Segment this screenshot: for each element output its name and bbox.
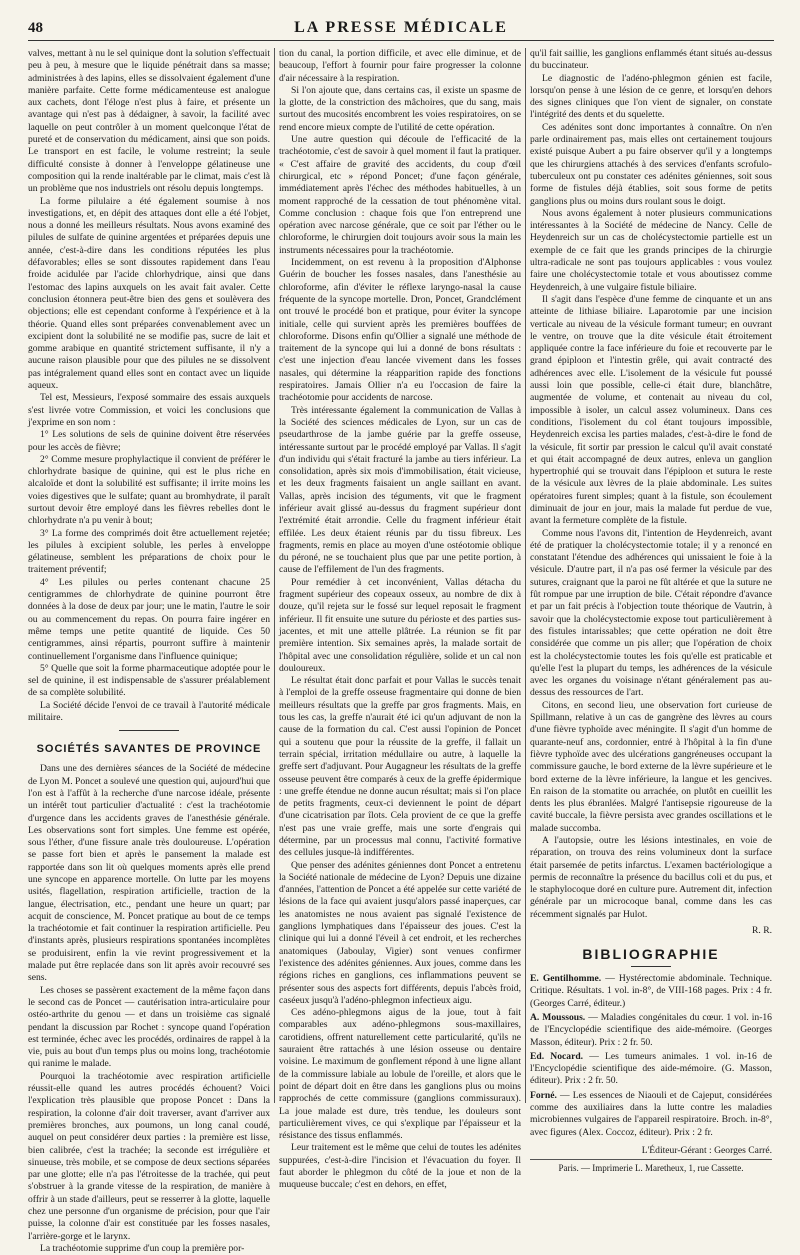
- paragraph: La forme pilulaire a été également soumise à nos investigations, et, en dépit des attaques dont elle a été l'objet, nous a donné les meilleurs résultats. Nous avons examiné des pilules de sulfate de quinine argentées et préparées depuis une année, c'est-à-dire dans les conditions réputées les plus défavorables; elles se sont dissoutes rapidement dans l'eau froide acidulée par l'acide chlorhydrique, ainsi que dans l'estomac des lapins auxquels on les avait fait avaler. Cette conclusion étonnera peut-être bien des gens et soulèvera des objections; elle est cependant conforme à l'expérience et à la théorie. Quand elles sont préparées convenablement avec un excipient dont la solubilité ne se modifie pas, sucre de lait et gomme arabique en quantité strictement suffisante, il n'y a aucune raison plausible pour que des pilules ne se dissolvent pas intégralement quand elles sont en contact avec un liquide aqueux.: [28, 195, 270, 392]
- paragraph: 2° Comme mesure prophylactique il convient de préférer le chlorhydrate basique de quinine, qui est le plus riche en alcaloïde et dont la solubilité est suffisante; il irrite moins les voies digestives que le sulfate; quant au bromhydrate, il paraît surtout devoir être employé dans les fièvres rebelles dont le chlorhydrate n'a pu venir à bout;: [28, 453, 270, 527]
- bibliography-author: Forné.: [530, 1089, 557, 1101]
- paragraph: Il s'agit dans l'espèce d'une femme de cinquante et un ans atteinte de lithiase biliaire. Laparotomie par une incision verticale au niveau de la vésicule formant tumeur; en ouvrant le ventre, on trouve que la dite vésicule était étroitement appliquée contre la face inférieure du foie et recouverte par le grand épiploon et l'intestin grêle, qui avait contracté des adhérences avec elle. L'isolement de la vésicule fut poussé aussi loin que possible, celle-ci était dure, blanchâtre, augmentée de volume, et contenait au niveau du col, impossible à isoler, un calcul assez volumineux. Dans ces conditions, l'isolement du col étant toujours impossible, Heydenreich excisa les parties malades, c'est-à-dire le fond de la vésicule, fit sortir par pression le calcul qu'il avait constaté et qui était accompagné de deux autres, enleva un ganglion hypertrophié qui se trouvait dans l'épiploon et sutura le reste de la vésicule aux lèvres de la plaie abdominale. Les suites opératoires furent simples; quant à la fistule, son écoulement diminuait de jour en jour, mais la malade fut perdue de vue, avant la fermeture complète de la fistule.: [530, 293, 772, 527]
- bibliography-author: A. Moussous.: [530, 1011, 586, 1023]
- divider: [631, 966, 671, 967]
- paragraph: Comme nous l'avons dit, l'intention de Heydenreich, avant été de pratiquer la cholécystectomie totale; il y a renoncé en constatant l'étendue des adhérences qui unissaient le foie à la vésicule. D'autre part, il n'a pas osé fermer la vésicule par des sutures, craignant que la paroi ne fût altérée et que la suture ne fût rompue par une irruption de bile. C'était répondre d'avance et par un fait précis à l'objection toute théorique de Vautrin, à savoir que la cholécystectomie expose tout particulièrement à des fistules intarissables; que cette opération ne doit être considérée que comme un pis aller; que l'opération de choix est la cholécystectomie toutes les fois qu'elle est praticable et qu'elle l'est la plupart du temps, les adhérences de la vésicule avec les organes du voisinage n'étant généralement pas au-dessus des ressources de l'art.: [530, 527, 772, 699]
- signature: R. R.: [752, 925, 772, 937]
- paragraph: Que penser des adénites géniennes dont Poncet a entretenu la Société nationale de médecine de Lyon? Depuis une dizaine d'années, l'attention de Poncet a été appelée sur cette variété de lésions de la face qui avaient jusqu'alors passé inaperçues, car les anatomistes ne nous avaient pas signalé l'existence de ganglions lymphatiques dans l'épaisseur des joues. C'est la clinique qui lui a donné l'éveil à cet endroit, et les recherches anatomiques (Jaboulay, Vigier) sont venues confirmer l'existence des adénites géniennes. Aux joues, comme dans les régions riches en ganglions, ces inflammations peuvent se présenter sous des aspects fort différents, depuis l'abcès froid, caséeux jusqu'à l'adéno-phlegmon infectieux aigu.: [279, 859, 521, 1006]
- paragraph: Incidemment, on est revenu à la proposition d'Alphonse Guérin de boucher les fosses nasales, dans l'anesthésie au chloroforme, afin d'éviter le réflexe laryngo-nasal la cause fréquente de la syncope mortelle. Dron, Poncet, Grandclément ont trouvé le procédé bon et pratique, pour éviter la syncope initiale, celle qui survient après les premières bouffées de chloroforme. Disons enfin qu'Ollier a signalé une méthode de traitement de la syncope qui lui a donné de bons résultats : c'est une injection d'eau lancée vivement dans les fosses nasales, qui détermine la réapparition rapide des fonctions respiratoires. Jamais Ollier n'a eu l'occasion de faire la trachéotomie pour accidents de narcose.: [279, 257, 521, 404]
- paragraph: Pour remédier à cet inconvénient, Vallas détacha du fragment supérieur des copeaux osseux, au nombre de dix à douze, qu'il rejeta sur le fossé sur lequel reposait le fragment inférieur. Il fit ensuite une suture du périoste et des parties sus-jacentes, et mit une attelle plâtrée. La réunion se fit par première intention. Six semaines après, la malade sortait de l'hôpital avec une consolidation régulière, solide et un cal non douloureux.: [279, 576, 521, 674]
- paragraph: qu'il fait saillie, les ganglions enflammés étant situés au-dessus du buccinateur.: [530, 48, 772, 72]
- paragraph: Ces adéno-phlegmons aigus de la joue, tout à fait comparables aux adéno-phlegmons sous-maxillaires, carotidiens, offrent naturellement cette particularité, qu'ils ne sauraient être rattachés à une lésion osseuse ou dentaire voisine. Le maximum de gonflement répond à une ligne allant de la commissure labiale au lobule de l'oreille, et alors que le point de départ doit en être dans les ganglions plus ou moins rapprochés de cette commissure (ganglions commissuraux). La joue malade est dure, très tendue, les douleurs sont particulièrement vives, ce qui s'explique par l'épaisseur et la résistance des tissus enflammés.: [279, 1007, 521, 1142]
- paragraph: Tel est, Messieurs, l'exposé sommaire des essais auxquels s'est livrée votre Commission, et voici les conclusions que j'exprime en son nom :: [28, 392, 270, 428]
- bibliography-entry: [530, 1090, 772, 1139]
- publisher-line: L'Éditeur-Gérant : Georges Carré.: [641, 1144, 772, 1156]
- paragraph: tion du canal, la portion difficile, et avec elle diminue, et de beaucoup, l'effort à fournir pour faire progresser la colonne d'air nécessaire à la respiration.: [279, 48, 521, 84]
- column-rule: [525, 48, 526, 1103]
- paragraph: Les choses se passèrent exactement de la même façon dans le second cas de Poncet — cautérisation intra-articulaire pour ostéo-arthrite du genou — et dans un troisième cas signalé pendant la discussion par Rochet : syncope quand l'opération est terminée, échec avec les procédés, ordinaires de rappel à la vie, puis au bout d'un temps plus ou moins long, trachéotomie qui ranime le malade.: [28, 984, 270, 1070]
- column-1: [28, 48, 270, 1254]
- paragraph: La trachéotomie supprime d'un coup la première por-: [40, 1242, 245, 1254]
- paragraph: 3° La forme des comprimés doit être actuellement rejetée; les pilules à excipient soluble, les perles à enveloppe gélatineuse, semblent les préparations de choix pour le traitement préventif;: [28, 527, 270, 576]
- paragraph: Ces adénites sont donc importantes à connaître. On n'en parle ordinairement pas, mais elles ont certainement toujours existé puisque Aubert a pu faire observer qu'il y a longtemps que les chirurgiens attachés à des services d'enfants scrofulo-tuberculeux ont pu constater ces adénites géniennes, soit sous forme de fistules déjà établies, soit sous forme de petits ganglions plus ou moins durs roulant sous le doigt.: [530, 121, 772, 207]
- paragraph: Une autre question qui découle de l'efficacité de la trachéotomie, c'est de savoir à quel moment il faut la pratiquer. « C'est affaire de gravité des accidents, du coup d'œil chirurgical, etc » répond Poncet; d'une façon générale, immédiatement après l'échec des méthodes habituelles, à un moment rapproché de la cessation de tout phénomène vital. Comme conclusion : chaque fois que l'on entreprend une opération avec narcose générale, que ce soit par l'éther ou le chloroforme, le chirurgien doit toujours avoir sous la main les instruments nécessaires pour la trachéotomie.: [279, 134, 521, 256]
- journal-title: LA PRESSE MÉDICALE: [294, 19, 508, 36]
- columns: [28, 48, 774, 1254]
- paragraph: Pourquoi la trachéotomie avec respiration artificielle réussit-elle quand les autres procédés échouent? Voici l'explication très plausible que propose Poncet : Dans la respiration, la colonne d'air doit traverser, avant d'arriver aux premières bronches, aux poumons, un long canal coudé, auquel on peut considérer deux parties : la première est lisse, bien calibrée, c'est la trachée; la seconde est irrégulière et sinueuse, très mobile, et se compose de deux sections séparées par une glotte; elle n'a pas l'étroitesse de la trachée, qui peut s'obstruer à la grande vitesse de la respiration, de manière à offrir à un stade d'ailleurs, peut se resserrer à la glotte, laquelle chez une personne d'un organisme de précision, pour que l'air puisse, la colonne d'air est constituée par les fosses nasales, l'arrière-gorge et le larynx.: [28, 1070, 270, 1242]
- page-number: 48: [28, 20, 43, 36]
- column-rule: [274, 48, 275, 1103]
- bibliography-list: [530, 973, 772, 1139]
- bibliography-entry: [530, 1051, 772, 1088]
- page-header: [28, 18, 774, 41]
- bibliography-author: Ed. Nocard.: [530, 1050, 584, 1062]
- paragraph: Si l'on ajoute que, dans certains cas, il existe un spasme de la glotte, de la constriction des mâchoires, que du sang, mais surtout des mucosités encombrent les voies respiratoires, on se rend encore mieux compte de l'utilité de cette opération.: [279, 84, 521, 133]
- paragraph: 1° Les solutions de sels de quinine doivent être réservées pour les accès de fièvre;: [28, 429, 270, 453]
- paragraph: 4° Les pilules ou perles contenant chacune 25 centigrammes de chlorhydrate de quinine pourront être données à la dose de deux par jour; une le matin, l'autre le soir ou au commencement du repas. On pourra faire ingérer en même temps une petite quantité de liquide. Ces 50 centigrammes, ainsi répartis, pourront suffire à maintenir continuellement l'organisme dans l'influence quinique;: [28, 576, 270, 662]
- paragraph: Dans une des dernières séances de la Société de médecine de Lyon M. Poncet a soulevé une question qui, aujourd'hui que l'on est à l'affût à la recherche d'une narcose idéale, présente un intérêt tout particulier d'actualité : c'est la trachéotomie d'urgence dans les accidents graves de l'anesthésie générale. Les observations sont fort simples. Une femme est opérée, sous l'éther, d'une fissure anale très douloureuse. L'opération se passe fort bien et après le pansement la malade est rapportée dans son lit où quelques moments après elle prend une syncope en apparence mortelle. On lutte par les moyens usités, flagellation, respiration artificielle, traction de la langue, électrisation, etc., pendant une heure un quart; par acquit de conscience, M. Poncet pratique au bout de ce temps la trachéotomie et fait continuer la respiration artificielle. Peu d'instants après, plusieurs respirations spontanées incomplètes se produisirent, enfin la vie revint progressivement et la malade put être replacée dans son lit après avoir recouvré ses sens.: [28, 763, 270, 984]
- paragraph: Très intéressante également la communication de Vallas à la Société des sciences médicales de Lyon, sur un cas de pseudarthrose de la jambe guérie par la greffe osseuse, intéressante surtout par le procédé employé par Vallas. Il s'agit d'un individu qui s'était fracturé la jambe au tiers inférieur. La consolidation, après six mois d'immobilisation, était vicieuse, et les deux fragments faisaient un angle saillant en avant. Vallas, après incision des téguments, vit que le fragment inférieur avait glissé au-dessus du fragment supérieur dont l'extrémité était arrondie. Celle du fragment inférieur était effilée. Les deux étaient réunis par du tissu fibreux. Les fragments, remis en place au moyen d'une ostéotomie oblique du péroné, ne se touchaient plus que par une petite portion, à cause de l'effilement de l'un des fragments.: [279, 404, 521, 576]
- bibliography-entry: [530, 973, 772, 1010]
- paragraph: 5° Quelle que soit la forme pharmaceutique adoptée pour le sel de quinine, il est indispensable de s'assurer préalablement de sa complète solubilité.: [28, 662, 270, 699]
- printer-line: Paris. — Imprimerie L. Maretheux, 1, rue Cassette.: [530, 1159, 772, 1173]
- bibliography-author: E. Gentilhomme.: [530, 973, 602, 985]
- bibliography-text: — Maladies congénitales du cœur. 1 vol. in-16 de l'Encyclopédie scientifique des aide-mémoire. (Georges Masson, éditeur). Prix : 2 fr. 50.: [530, 1011, 772, 1048]
- section-title: SOCIÉTÉS SAVANTES DE PROVINCE: [36, 743, 262, 756]
- paragraph: valves, mettant à nu le sel quinique dont la solution s'effectuait peu à peu, à mesure que le liquide pénétrait dans sa masse; administrées à des lapins, elles se dissolvaient également d'une manière parfaite. Cette forme médicamenteuse est analogue aux cachets, dont l'éloge n'est plus à faire, et présente un avantage qui n'est pas à dédaigner, à savoir, la facilité avec laquelle on peut contrôler à un moment quelconque l'état de pureté et de conservation du médicament, ainsi que son poids. Le transport en est facile, le volume restreint; la seule difficulté consiste à donner à l'enveloppe gélatineuse une composition qui la rende inaltérable par le climat, mais c'est là un problème que nos industriels ont résolu depuis longtemps.: [28, 48, 270, 195]
- bibliography-entry: [530, 1012, 772, 1049]
- paragraph: Le diagnostic de l'adéno-phlegmon génien est facile, lorsqu'on pense à une lésion de ce genre, et lorsqu'en dehors des signes cliniques que l'on vient de signaler, on constate l'intégrité des dents et du squelette.: [530, 72, 772, 121]
- bibliography-title: BIBLIOGRAPHIE: [582, 946, 720, 963]
- paragraph: A l'autopsie, outre les lésions intestinales, en voie de réparation, on trouva des reins volumineux dont la surface était parsemée de petits infarctus. L'examen bactériologique a permis de reconnaître la présence du bacillus coli et du pus, et le staphylocoque doré en culture pure. Autrement dit, infection générale par un microcoque banal, comme dans les cas récemment signalés par Hulot.: [530, 835, 772, 920]
- column-3: [530, 48, 772, 1173]
- paragraph: Nous avons également à noter plusieurs communications intéressantes à la Société de médecine de Nancy. Celle de Heydenreich sur un cas de cholécystectomie partielle est un exemple de ce fait que les grands principes de la chirurgie ultra-radicale ne sont pas toujours applicables : vous voulez faire une cholécystectomie totale et vous aboutissez comme Heydenreich, à une vulgaire fistule biliaire.: [530, 207, 772, 293]
- paragraph: Leur traitement est le même que celui de toutes les adénites suppurées, c'est-à-dire l'incision et l'évacuation du foyer. Il faut aborder le phlegmon du côté de la joue et non de la muqueuse buccale; c'est en dehors, en effet,: [279, 1142, 521, 1191]
- paragraph: Citons, en second lieu, une observation fort curieuse de Spillmann, relative à un cas de gangrène des lèvres au cours d'une fièvre typhoïde avec méningite. Il s'agit d'un homme de quarante-neuf ans, cordonnier, entré à l'hôpital à la fin d'une fièvre typhoïde avec des ulcérations gangréneuses occupant la commissure gauche, le bord externe de la lèvre supérieure et le bord externe de la lèvre inférieure, la langue et les gencives. En raison de la stomatite ou arrachée, on plutôt en cueillit les dents les plus ébranlées. Malgré l'antisepsie rigoureuse de la cavité buccale, la fièvre persista avec grandes oscillations et le malade succomba.: [530, 699, 772, 834]
- bibliography-text: — Les tumeurs animales. 1 vol. in-16 de l'Encyclopédie scientifique des aide-mémoire. (G. Masson, éditeur). Prix : 2 fr. 50.: [530, 1050, 772, 1087]
- paragraph: La Société décide l'envoi de ce travail à l'autorité médicale militaire.: [28, 699, 270, 724]
- bibliography-text: — Les essences de Niaouli et de Cajeput, considérées comme des auxiliaires dans la lutte contre les maladies microbiennes vulgaires de l'appareil respiratoire. Broch. in-8°, avec figures (Alex. Coccoz, éditeur). Prix : 2 fr.: [530, 1089, 772, 1138]
- column-2: [279, 48, 521, 1191]
- bibliography-text: — Hystérectomie abdominale. Technique. Critique. Résultats. 1 vol. in-8°, de VIII-168 pages. Prix : 4 fr. (Georges Carré, éditeur.): [530, 973, 772, 1009]
- paragraph: Le résultat était donc parfait et pour Vallas le succès tenait à l'emploi de la greffe osseuse fragmentaire qui donne de bien meilleurs résultats que la greffe par gros fragments. Mais, en tous les cas, la greffe n'aurait été ici qu'un adjuvant de non la cause de la formation du cal. C'est aussi l'opinion de Poncet qui a soutenu que pour la réussite de la greffe, il fallait un terrain spécial, irritation médullaire ou autre, à laquelle la greffe sert d'adjuvant. Pour Augagneur les résultats de la greffe osseuse peuvent être comparés à ceux de la greffe épidermique : une greffe étendue ne donne aucun résultat; mais si l'on place de petits fragments, ceux-ci deviennent le point de départ d'une cicatrisation par îlots. Cela provient de ce que la greffe n'est pas une vraie greffe, mais une sorte d'engrais qui détermine, par un processus mal connu, l'activité formative des cellules jusque-là indifférentes.: [279, 675, 521, 859]
- divider: [119, 730, 179, 731]
